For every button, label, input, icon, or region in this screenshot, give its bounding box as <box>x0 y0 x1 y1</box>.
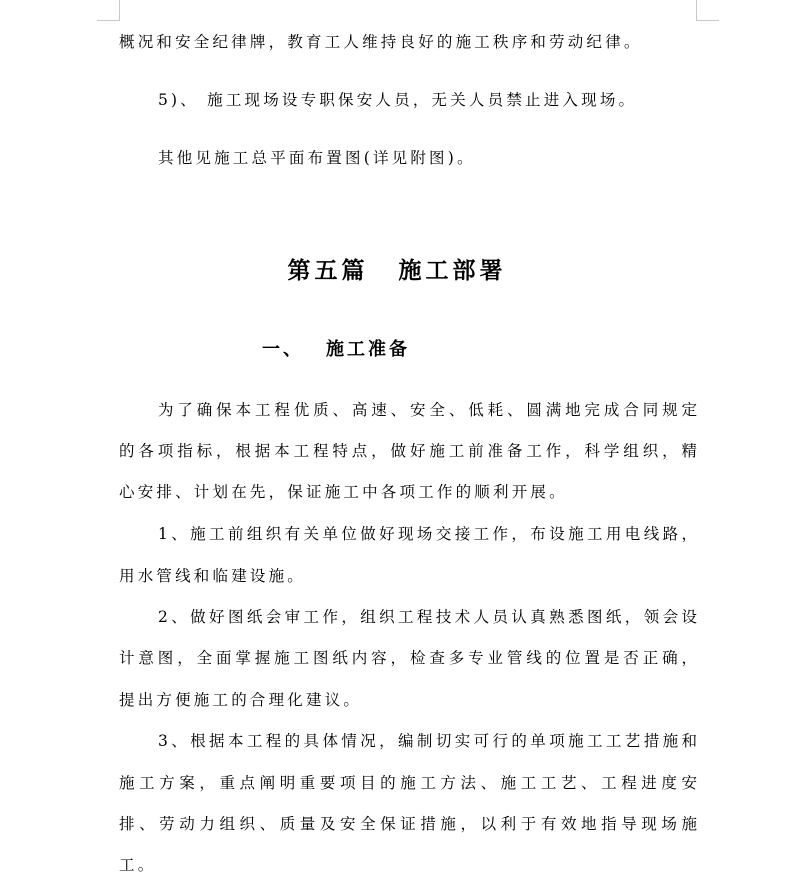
paragraph-line: 其他见施工总平面布置图(详见附图)。 <box>158 149 476 167</box>
paragraph-line: 排、劳动力组织、质量及安全保证措施，以利于有效地指导现场施 <box>119 815 697 833</box>
paragraph-line: 用水管线和临建设施。 <box>119 567 307 585</box>
paragraph-line: 1、施工前组织有关单位做好现场交接工作，布设施工用电线路， <box>158 525 697 543</box>
paragraph-line: 施工方案，重点阐明重要项目的施工方法、施工工艺、工程进度安 <box>119 774 697 792</box>
paragraph-line: 为了确保本工程优质、高速、安全、低耗、圆满地完成合同规定 <box>158 401 697 419</box>
paragraph-line: 工。 <box>119 856 157 874</box>
paragraph-line: 的各项指标，根据本工程特点，做好施工前准备工作，科学组织，精 <box>119 442 697 460</box>
page-corner-mark-left <box>97 0 120 21</box>
paragraph-line: 5)、 施工现场设专职保安人员，无关人员禁止进入现场。 <box>158 91 638 109</box>
paragraph-line: 概况和安全纪律牌，教育工人维持良好的施工秩序和劳动纪律。 <box>119 33 643 51</box>
paragraph-line: 提出方便施工的合理化建议。 <box>119 691 363 709</box>
paragraph-line: 2、做好图纸会审工作，组织工程技术人员认真熟悉图纸，领会设 <box>158 608 697 626</box>
paragraph-line: 心安排、计划在先，保证施工中各项工作的顺利开展。 <box>119 483 568 501</box>
paragraph-line: 3、根据本工程的具体情况，编制切实可行的单项施工工艺措施和 <box>158 732 697 750</box>
section-number: 一、 <box>262 339 304 360</box>
section-title: 施工准备 <box>326 339 410 360</box>
paragraph-line: 计意图，全面掌握施工图纸内容，检查多专业管线的位置是否正确， <box>119 649 697 667</box>
chapter-title: 第五篇 施工部署 <box>287 257 507 284</box>
section-heading <box>262 338 410 362</box>
page-corner-mark-right <box>696 0 719 21</box>
